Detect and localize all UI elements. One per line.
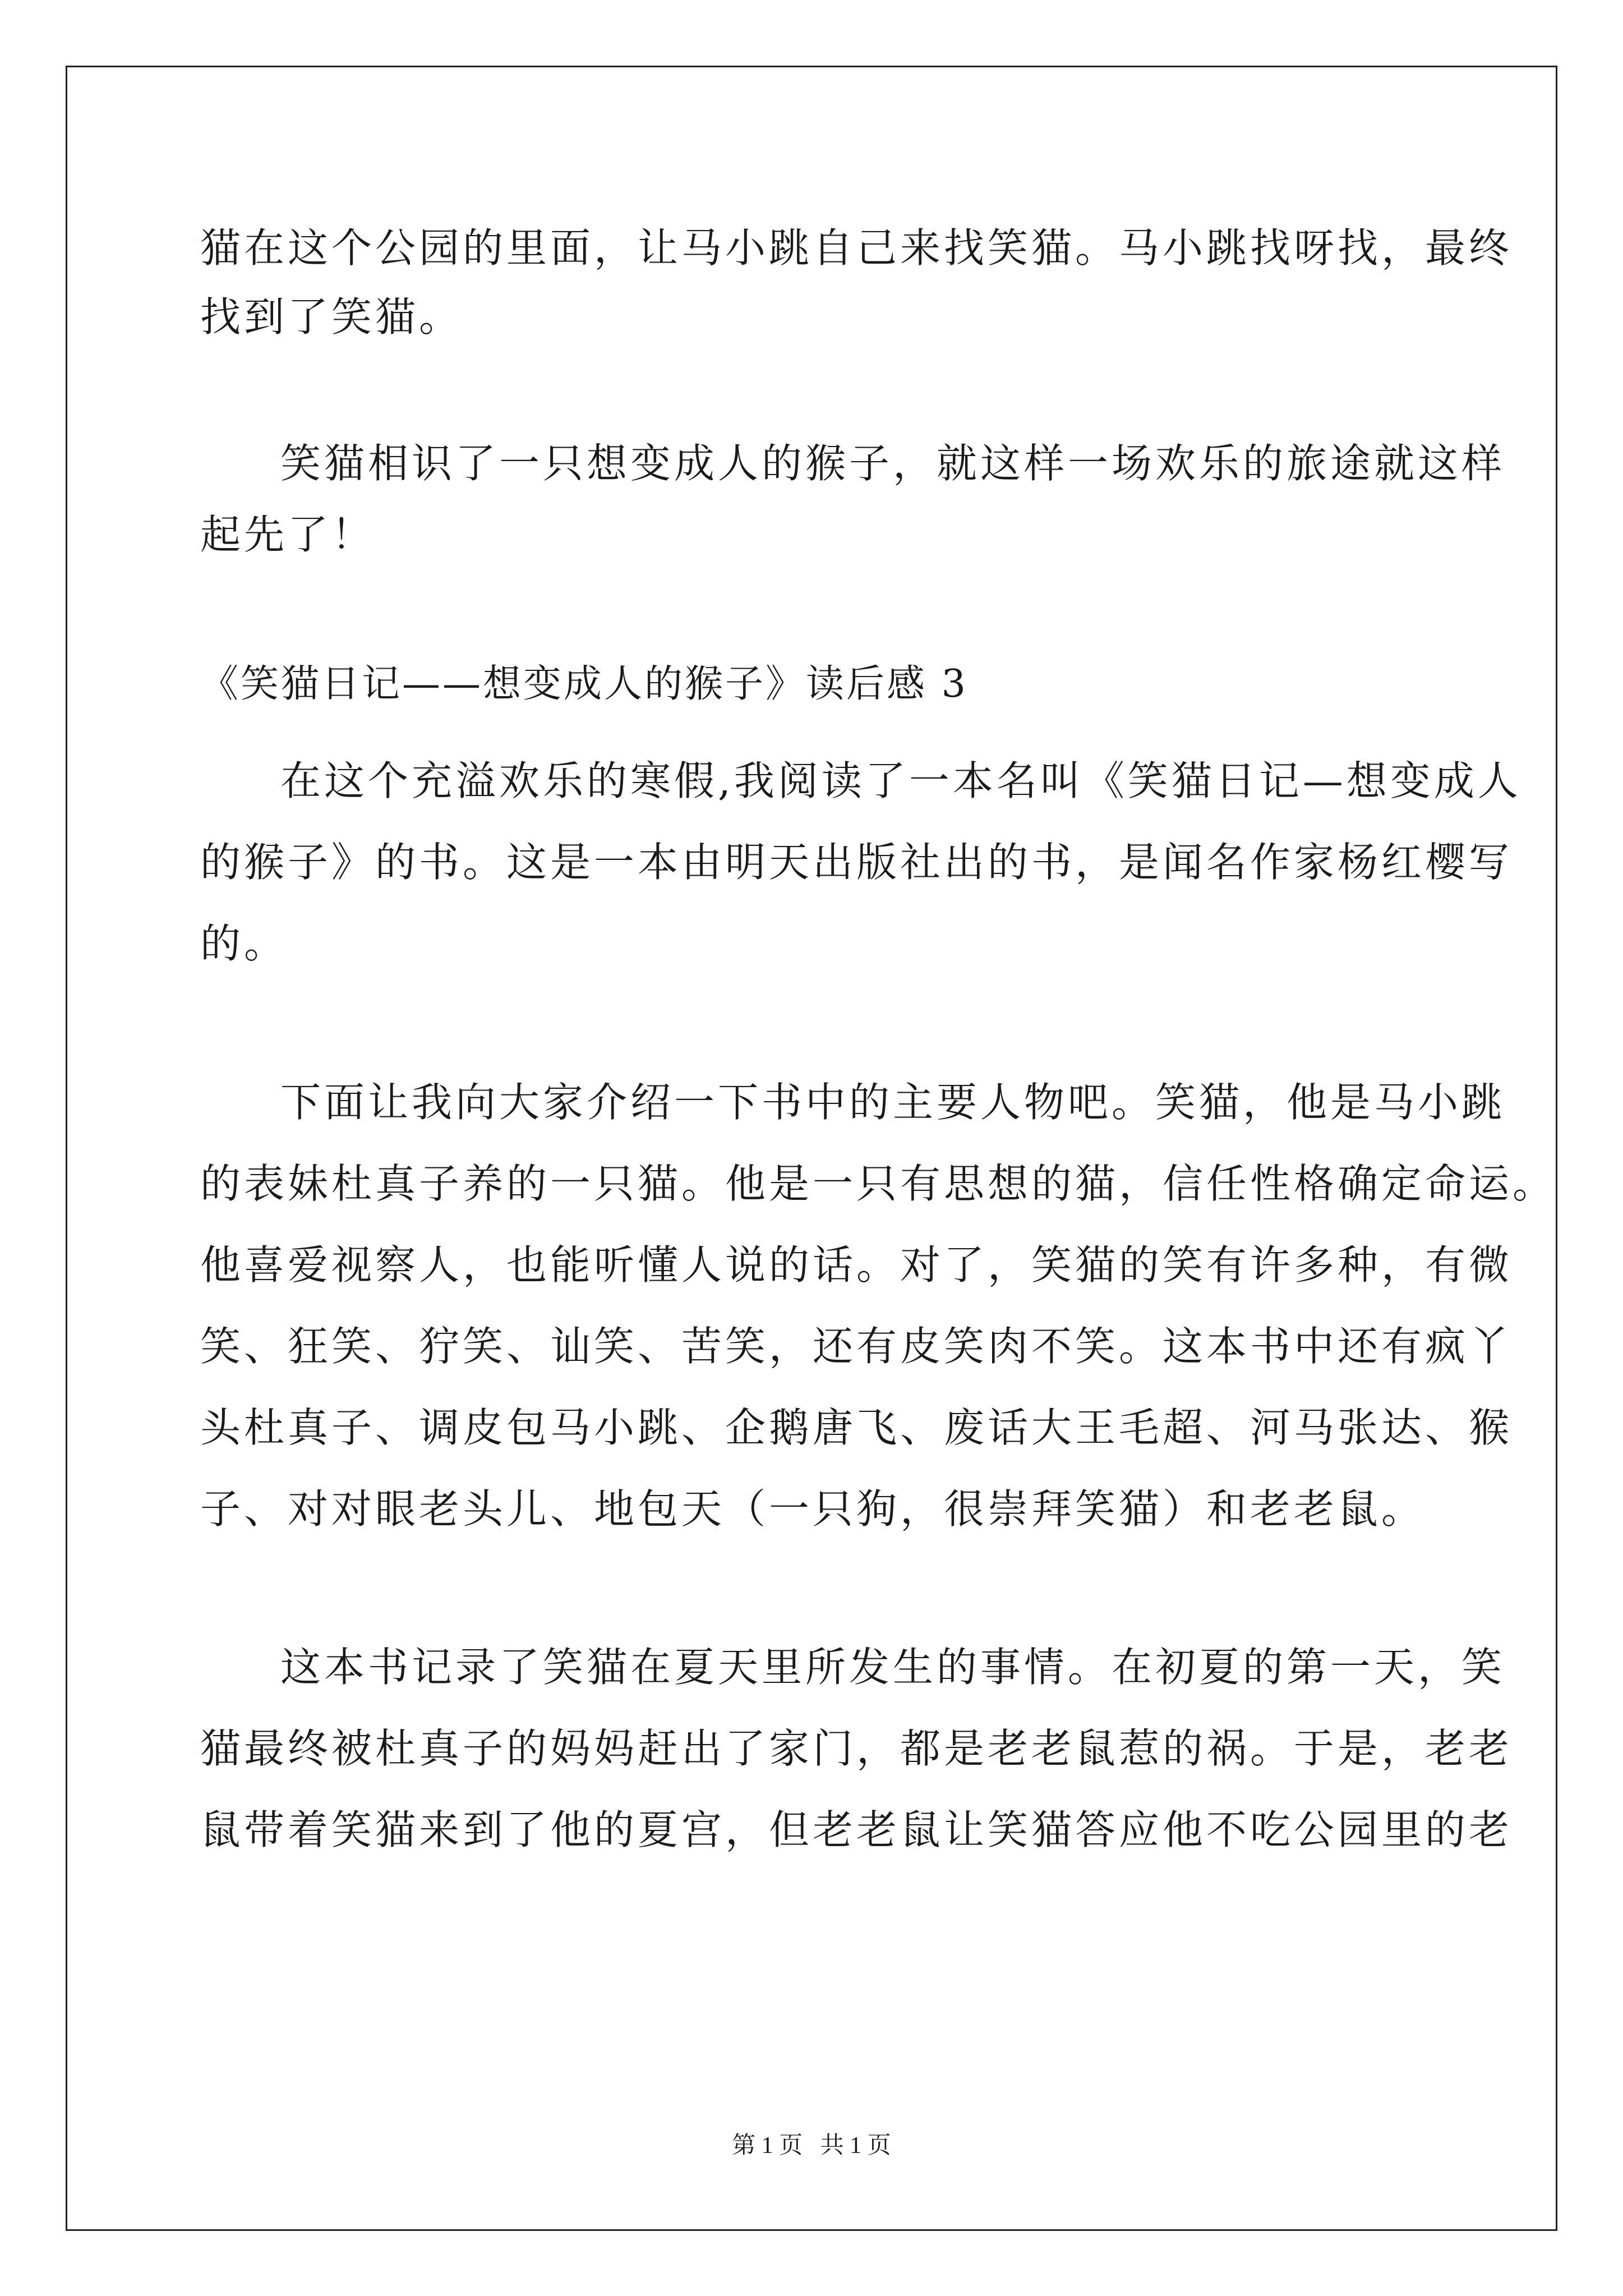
body-line: 找到了笑猫。 xyxy=(200,293,463,341)
body-line: 笑猫相识了一只想变成人的猴子，就这样一场欢乐的旅途就这样 xyxy=(280,440,1506,487)
section-heading: 《笑猫日记——想变成人的猴子》读后感 3 xyxy=(200,662,968,706)
page-footer: 第 1 页 共 1 页 xyxy=(732,2133,891,2159)
body-line: 在这个充溢欢乐的寒假,我阅读了一本名叫《笑猫日记—想变成人 xyxy=(280,757,1521,804)
body-line: 这本书记录了笑猫在夏天里所发生的事情。在初夏的第一天，笑 xyxy=(280,1644,1506,1691)
body-line: 的。 xyxy=(200,920,288,967)
body-line: 的猴子》的书。这是一本由明天出版社出的书，是闻名作家杨红樱写 xyxy=(200,839,1513,886)
body-line: 子、对对眼老头儿、地包天（一只狗，很崇拜笑猫）和老老鼠。 xyxy=(200,1485,1426,1533)
body-line: 的表妹杜真子养的一只猫。他是一只有思想的猫，信任性格确定命运。 xyxy=(200,1160,1557,1207)
body-line: 鼠带着笑猫来到了他的夏宫，但老老鼠让笑猫答应他不吃公园里的老 xyxy=(200,1806,1513,1853)
body-line: 起先了！ xyxy=(200,511,376,558)
body-line: 猫最终被杜真子的妈妈赶出了家门，都是老老鼠惹的祸。于是，老老 xyxy=(200,1725,1513,1772)
page-border xyxy=(66,66,1557,2231)
body-line: 下面让我向大家介绍一下书中的主要人物吧。笑猫，他是马小跳 xyxy=(280,1079,1506,1126)
body-line: 头杜真子、调皮包马小跳、企鹅唐飞、废话大王毛超、河马张达、猴 xyxy=(200,1404,1513,1451)
body-line: 他喜爱视察人，也能听懂人说的话。对了，笑猫的笑有许多种，有微 xyxy=(200,1241,1513,1289)
body-line: 猫在这个公园的里面，让马小跳自己来找笑猫。马小跳找呀找，最终 xyxy=(200,224,1513,272)
body-line: 笑、狂笑、狞笑、讪笑、苦笑，还有皮笑肉不笑。这本书中还有疯丫 xyxy=(200,1323,1513,1370)
